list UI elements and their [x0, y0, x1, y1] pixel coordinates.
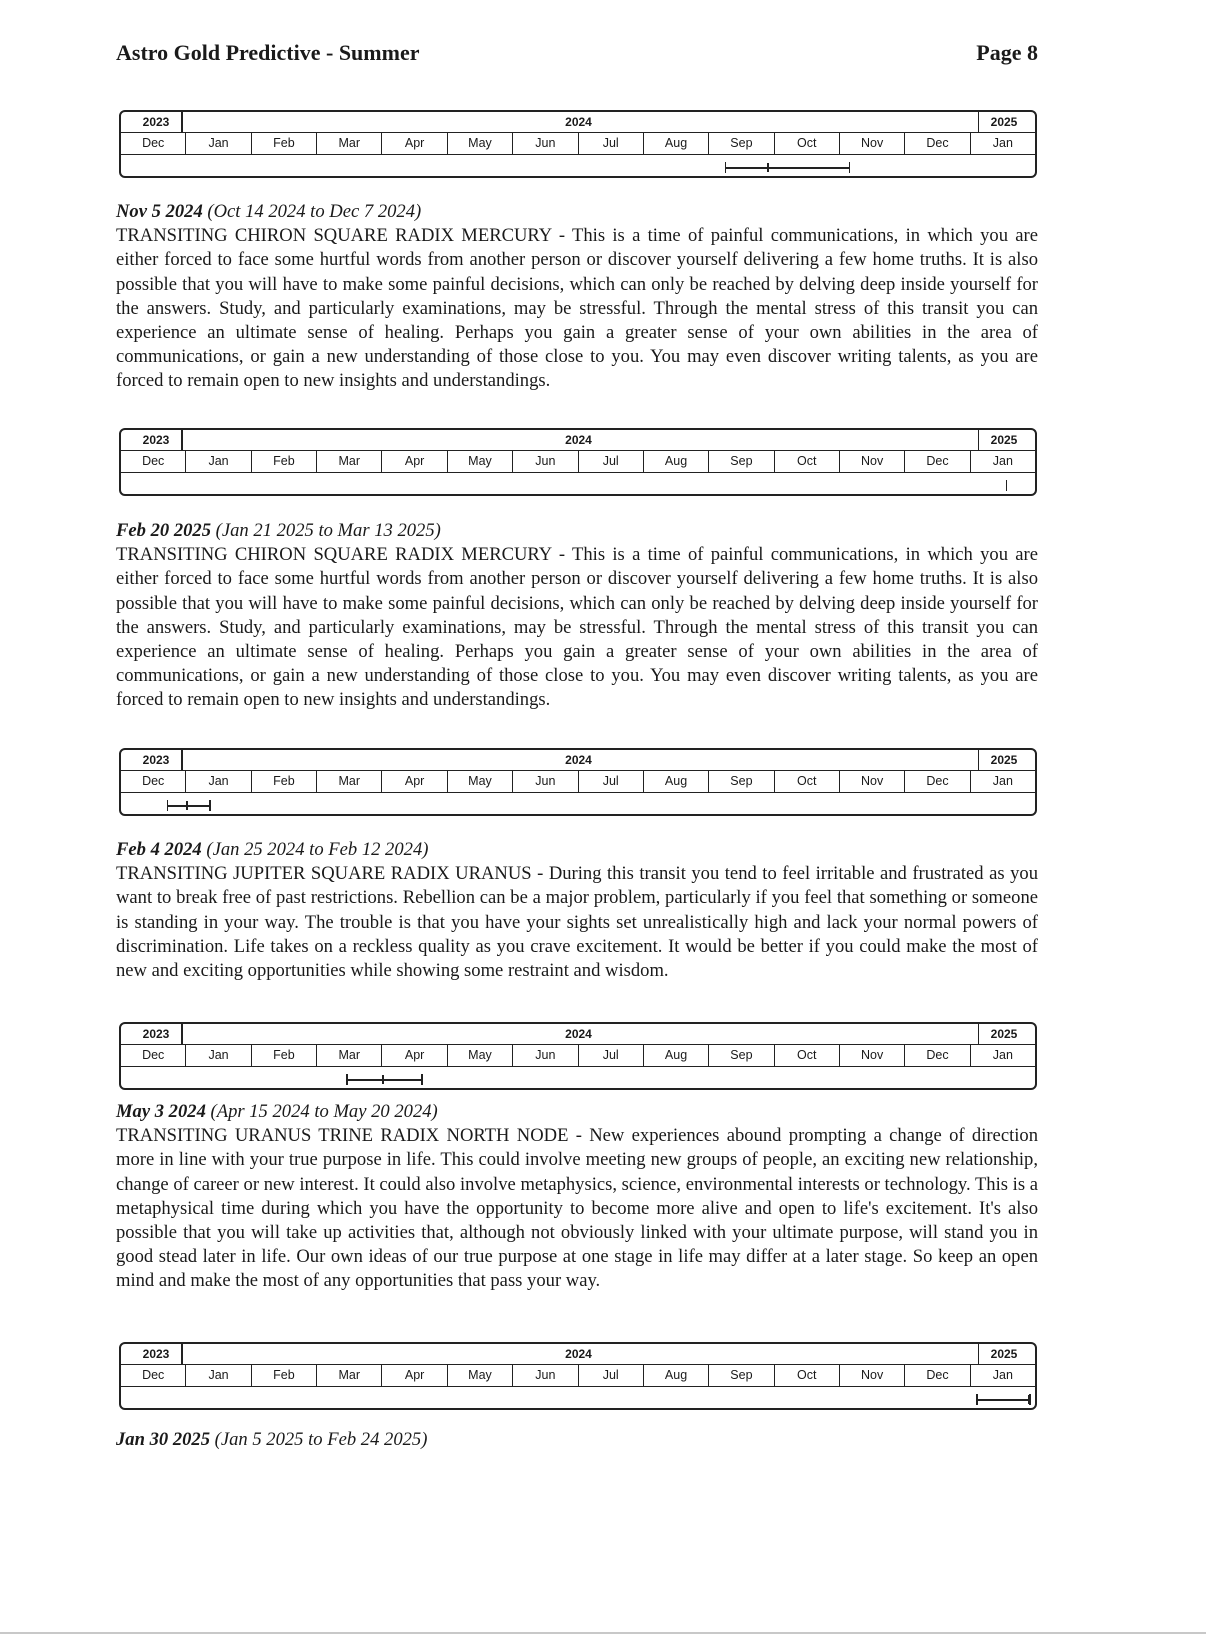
month-cell: Feb: [252, 451, 317, 472]
month-cell: Nov: [840, 771, 905, 792]
transit-end-tick: [849, 162, 851, 173]
month-cell: Nov: [840, 133, 905, 154]
timeline-chart: [119, 1022, 1037, 1090]
year-label: 2023: [142, 115, 170, 129]
year-label: 2024: [565, 1347, 592, 1361]
month-cell: Jun: [513, 133, 578, 154]
year-label: 2023: [142, 433, 170, 447]
month-cell: Apr: [382, 1365, 447, 1386]
month-cell: Mar: [317, 1045, 382, 1066]
year-label: 2023: [142, 1347, 170, 1361]
month-cell: May: [448, 1365, 513, 1386]
month-cell: May: [448, 1045, 513, 1066]
entry-text: TRANSITING URANUS TRINE RADIX NORTH NODE - New experiences abound prompting a change of direction more in line with your true purpose in life. This could involve meeting new groups of people, an exciting new relationship, change of career or new interest. It could also involve metaphysics, science, environmental interests or technology. This is a metaphysical time during which you have the opportunity to become more alive and open to life's excitement. It's also possible that you will take up activities that, although not obviously linked with your ultimate purpose, will stand you in good stead later in life. Our own ideas of our true purpose at one stage in life may differ at a later stage. So keep an open mind and make the most of any opportunities that pass your way.: [116, 1125, 1038, 1292]
month-cell: Dec: [121, 771, 186, 792]
month-cell: Jan: [186, 1365, 251, 1386]
month-cell: Aug: [644, 451, 709, 472]
transit-start-tick: [346, 1074, 348, 1085]
month-cell: Nov: [840, 1365, 905, 1386]
entry-date: [116, 1428, 1038, 1452]
month-cell: May: [448, 451, 513, 472]
timeline-months: [121, 1045, 1035, 1067]
month-cell: Mar: [317, 771, 382, 792]
transit-line: [725, 167, 849, 169]
transit-line: [167, 805, 209, 807]
entry-text: TRANSITING CHIRON SQUARE RADIX MERCURY - This is a time of painful communications, in which you are either forced to face some hurtful words from another person or discover yourself delivering a few home truths. It is also possible that you will have to make some painful decisions, which can only be reached by delving deep inside yourself for the answers. Study, and particularly examinations, may be stressful. Through the mental stress of this transit you can experience an ultimate sense of healing. Perhaps you gain a greater sense of your own abilities in the area of communications, or gain a new understanding of those close to you. You may even discover writing talents, as you are forced to remain open to new insights and understandings.: [116, 225, 1038, 392]
month-cell: Oct: [775, 771, 840, 792]
month-cell: Sep: [709, 133, 774, 154]
entry-date-range: (Jan 21 2025 to Mar 13 2025): [211, 520, 441, 541]
month-cell: Nov: [840, 1045, 905, 1066]
month-cell: Jun: [513, 451, 578, 472]
entry-date: [116, 519, 1038, 543]
entry-date-main: Feb 20 2025: [116, 520, 212, 541]
page-header: [116, 36, 1038, 70]
month-cell: Dec: [121, 451, 186, 472]
timeline-chart: [119, 110, 1037, 178]
transit-exact-mark: [382, 1075, 384, 1084]
month-cell: Feb: [252, 133, 317, 154]
scan-edge: [0, 1632, 1206, 1634]
year-label: 2024: [565, 753, 592, 767]
year-label: 2023: [142, 1027, 170, 1041]
page-number: Page 8: [976, 40, 1038, 65]
month-cell: Jun: [513, 1045, 578, 1066]
timeline-chart: [119, 1342, 1037, 1410]
entry-text: TRANSITING JUPITER SQUARE RADIX URANUS - During this transit you tend to feel irritable and frustrated as you want to break free of past restrictions. Rebellion can be a major problem, particularly if you feel that something or someone is standing in your way. The trouble is that you have your sights set unrealistically high and lack your normal powers of discrimination. Life takes on a reckless quality as you crave excitement. It would be better if you could make the most of new and exciting opportunities while showing some restraint and wisdom.: [116, 863, 1038, 982]
timeline-months: [121, 1365, 1035, 1387]
timeline-years: [121, 750, 1035, 771]
month-cell: Oct: [775, 451, 840, 472]
timeline-chart: [119, 428, 1037, 496]
transit-entry: [116, 200, 1038, 394]
transit-entry: [116, 838, 1038, 983]
month-cell: Jan: [992, 774, 1013, 788]
year-label: 2024: [565, 433, 592, 447]
entry-date-range: (Jan 25 2024 to Feb 12 2024): [201, 839, 429, 860]
transit-entry: [116, 1428, 1038, 1452]
month-cell: Dec: [905, 1045, 970, 1066]
timeline-years: [121, 430, 1035, 451]
entry-date: [116, 1100, 1038, 1124]
month-cell: Apr: [382, 133, 447, 154]
month-cell: Dec: [905, 133, 970, 154]
transit-end-tick: [209, 800, 211, 811]
month-cell: Dec: [905, 1365, 970, 1386]
year-label: 2024: [565, 115, 592, 129]
year-label: 2024: [565, 1027, 592, 1041]
timeline-months: [121, 771, 1035, 793]
year-label: 2023: [142, 753, 170, 767]
transit-exact-mark: [767, 163, 769, 172]
year-label: 2025: [990, 1347, 1018, 1361]
year-label: 2025: [990, 753, 1018, 767]
entry-date-main: Nov 5 2024: [116, 201, 203, 222]
month-cell: Jul: [579, 133, 644, 154]
month-cell: Sep: [709, 771, 774, 792]
month-cell: Jun: [513, 1365, 578, 1386]
month-cell: Dec: [121, 1045, 186, 1066]
document-title: Astro Gold Predictive - Summer: [116, 40, 420, 65]
month-cell: Jan: [992, 454, 1013, 468]
entry-date-range: (Apr 15 2024 to May 20 2024): [205, 1101, 438, 1122]
month-cell: Jul: [579, 451, 644, 472]
month-cell: Mar: [317, 1365, 382, 1386]
month-cell: Jul: [579, 1365, 644, 1386]
month-cell: Oct: [775, 133, 840, 154]
month-cell: Jun: [513, 771, 578, 792]
entry-date-main: May 3 2024: [116, 1101, 206, 1122]
entry-text: TRANSITING CHIRON SQUARE RADIX MERCURY - This is a time of painful communications, in which you are either forced to face some hurtful words from another person or discover yourself delivering a few home truths. It is also possible that you will have to make some painful decisions, which can only be reached by delving deep inside yourself for the answers. Study, and particularly examinations, may be stressful. Through the mental stress of this transit you can experience an ultimate sense of healing. Perhaps you gain a greater sense of your own abilities in the area of communications, or gain a new understanding of those close to you. You may even discover writing talents, as you are forced to remain open to new insights and understandings.: [116, 544, 1038, 711]
month-cell: Oct: [775, 1365, 840, 1386]
month-cell: Nov: [840, 451, 905, 472]
timeline-years: [121, 1024, 1035, 1045]
month-cell: Jan: [186, 1045, 251, 1066]
month-cell: Dec: [121, 133, 186, 154]
transit-line: [346, 1079, 421, 1081]
entry-date: [116, 838, 1038, 862]
timeline-months: [121, 133, 1035, 155]
month-cell: Mar: [317, 451, 382, 472]
year-label: 2025: [990, 1027, 1018, 1041]
timeline-months: [121, 451, 1035, 473]
month-cell: Apr: [382, 1045, 447, 1066]
month-cell: Aug: [644, 1045, 709, 1066]
timeline-chart: [119, 748, 1037, 816]
month-cell: Jan: [186, 771, 251, 792]
month-cell: May: [448, 771, 513, 792]
entry-date-range: (Jan 5 2025 to Feb 24 2025): [210, 1429, 428, 1450]
entry-date: [116, 200, 1038, 224]
transit-exact-mark: [1006, 481, 1008, 490]
entry-date-range: (Oct 14 2024 to Dec 7 2024): [202, 201, 422, 222]
entry-date-main: Feb 4 2024: [116, 839, 202, 860]
month-cell: Dec: [905, 771, 970, 792]
transit-exact-mark: [186, 801, 188, 810]
month-cell: Aug: [644, 771, 709, 792]
month-cell: Jul: [579, 1045, 644, 1066]
transit-entry: [116, 1100, 1038, 1294]
month-cell: Sep: [709, 1365, 774, 1386]
year-label: 2025: [990, 433, 1018, 447]
month-cell: Aug: [644, 133, 709, 154]
month-cell: Feb: [252, 771, 317, 792]
month-cell: Dec: [121, 1365, 186, 1386]
timeline-years: [121, 112, 1035, 133]
month-cell: Oct: [775, 1045, 840, 1066]
transit-start-tick: [167, 800, 169, 811]
month-cell: Sep: [709, 451, 774, 472]
transit-end-tick: [421, 1074, 423, 1085]
month-cell: Jan: [186, 451, 251, 472]
month-cell: Apr: [382, 451, 447, 472]
month-cell: Feb: [252, 1365, 317, 1386]
transit-exact-mark: [1028, 1395, 1030, 1404]
month-cell: Feb: [252, 1045, 317, 1066]
transit-start-tick: [976, 1394, 978, 1405]
month-cell: Jul: [579, 771, 644, 792]
month-cell: Jan: [186, 133, 251, 154]
transit-entry: [116, 519, 1038, 713]
month-cell: Aug: [644, 1365, 709, 1386]
month-cell: Jan: [992, 1048, 1013, 1062]
month-cell: Jan: [992, 136, 1013, 150]
year-label: 2025: [990, 115, 1018, 129]
month-cell: Jan: [992, 1368, 1013, 1382]
transit-start-tick: [725, 162, 727, 173]
entry-date-main: Jan 30 2025: [116, 1429, 211, 1450]
month-cell: Sep: [709, 1045, 774, 1066]
transit-line: [976, 1399, 1029, 1401]
timeline-years: [121, 1344, 1035, 1365]
month-cell: Apr: [382, 771, 447, 792]
month-cell: Mar: [317, 133, 382, 154]
month-cell: May: [448, 133, 513, 154]
month-cell: Dec: [905, 451, 970, 472]
